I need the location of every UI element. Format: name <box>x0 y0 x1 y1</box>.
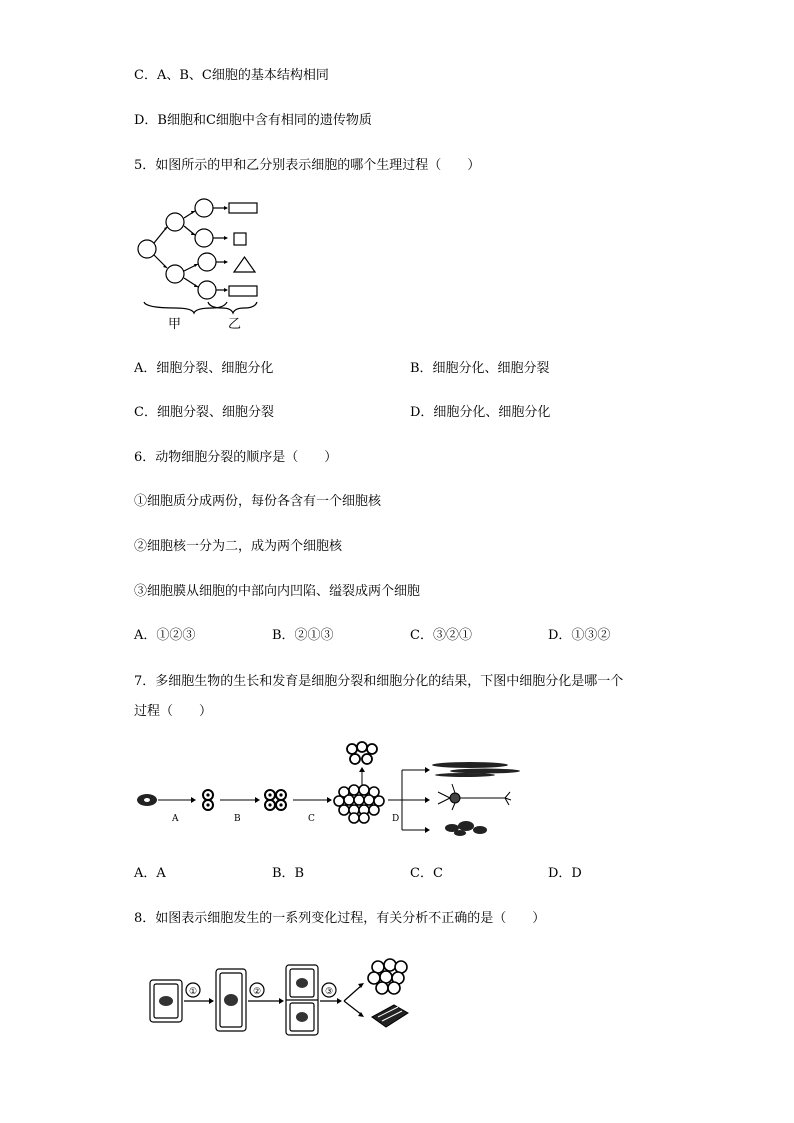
q6-option-b: B．②①③ <box>272 628 334 643</box>
q5-cell-root <box>138 240 156 258</box>
q6-stem: 6．动物细胞分裂的顺序是（ ） <box>134 450 338 465</box>
q8-step-1: ① <box>189 987 198 997</box>
q7-label-a: A <box>172 814 179 824</box>
q6-item-1: ①细胞质分成两份，每份各含有一个细胞核 <box>134 494 382 509</box>
q8-step-2: ② <box>253 987 262 997</box>
q7-other-tissue <box>445 821 487 836</box>
q5-option-d: D．细胞分化、细胞分化 <box>410 405 551 420</box>
q5-shape-square <box>234 233 246 245</box>
q8-stem: 8．如图表示细胞发生的一系列变化过程，有关分析不正确的是（ ） <box>134 911 546 926</box>
q6-item-3: ③细胞膜从细胞的中部向内凹陷、缢裂成两个细胞 <box>134 584 421 599</box>
q5-option-c: C．细胞分裂、细胞分裂 <box>134 405 274 420</box>
q6-option-a: A．①②③ <box>134 628 196 643</box>
q6-item-2: ②细胞核一分为二，成为两个细胞核 <box>134 539 343 554</box>
q5-shape-triangle <box>234 257 255 272</box>
q7-neuron <box>438 784 511 810</box>
q5-cell-2 <box>195 229 213 247</box>
q7-label-c: C <box>308 814 315 824</box>
q6-option-d: D．①③② <box>548 628 611 643</box>
q8-round-cells <box>368 959 407 994</box>
q7-option-a: A．A <box>134 866 166 881</box>
q7-stem-line1: 7．多细胞生物的生长和发育是细胞分裂和细胞分化的结果，下图中细胞分化是哪一个 <box>134 674 624 689</box>
q7-two-cells <box>203 790 213 810</box>
q7-cell-cluster <box>334 785 384 823</box>
q5-diagram <box>130 194 270 334</box>
q7-option-c: C．C <box>410 866 443 881</box>
q5-cell-4 <box>198 281 216 299</box>
q8-step-3: ③ <box>325 987 334 997</box>
q7-diagram <box>130 740 530 840</box>
q8-tissue <box>372 1005 408 1027</box>
q5-label-yi: 乙 <box>228 317 242 332</box>
q5-option-b: B．细胞分化、细胞分裂 <box>410 361 550 376</box>
q7-top-cluster <box>347 742 377 764</box>
q5-cell-upper <box>166 213 184 231</box>
q7-four-cells <box>265 790 286 810</box>
q5-stem: 5．如图所示的甲和乙分别表示细胞的哪个生理过程（ ） <box>134 158 481 173</box>
q5-cell-3 <box>198 253 216 271</box>
q5-cell-1 <box>195 199 213 217</box>
q5-option-a: A．细胞分裂、细胞分化 <box>134 361 274 376</box>
q7-option-d: D．D <box>548 866 582 881</box>
q5-shape-rect-1 <box>229 203 257 213</box>
q8-diagram <box>140 955 430 1045</box>
q7-label-d: D <box>392 814 400 824</box>
q6-option-c: C．③②① <box>410 628 472 643</box>
q7-label-b: B <box>234 814 241 824</box>
q5-cell-lower <box>166 265 184 283</box>
q7-muscle-tissue <box>432 762 520 777</box>
q5-shape-rect-2 <box>229 286 257 296</box>
q7-stem-line2: 过程（ ） <box>134 704 213 719</box>
q4-option-c: C．A、B、C细胞的基本结构相同 <box>134 68 329 83</box>
q7-option-b: B．B <box>272 866 305 881</box>
q5-label-jia: 甲 <box>168 317 182 332</box>
q4-option-d: D．B细胞和C细胞中含有相同的遗传物质 <box>134 113 372 128</box>
